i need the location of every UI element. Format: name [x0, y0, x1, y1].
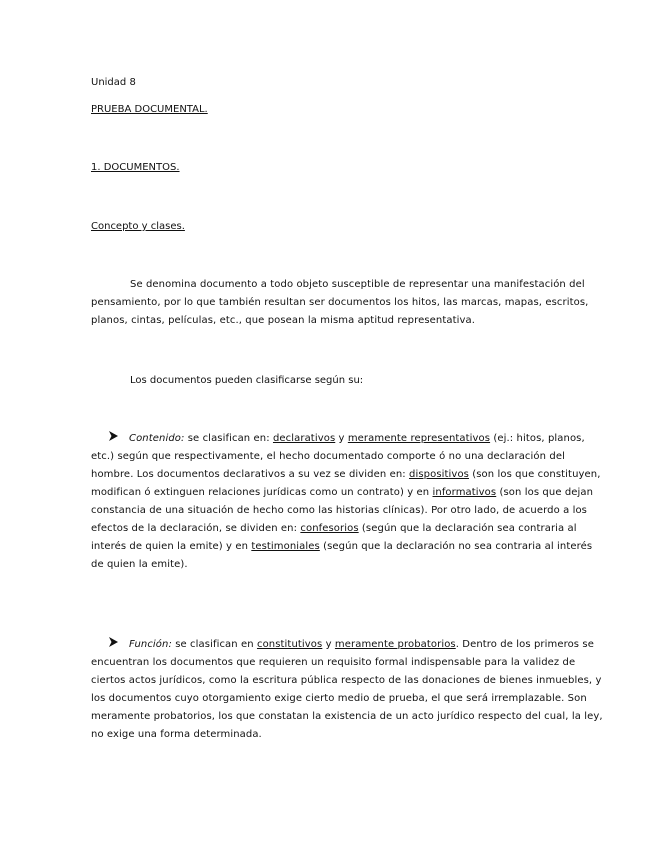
term-declarativos: declarativos	[272, 433, 336, 444]
contenido-line: efectos de la declaración, se dividen en: confesorios (según que la declaración sea contraria al	[91, 523, 577, 534]
funcion-line: ciertos actos jurídicos, como la escritura pública respecto de las donaciones de bienes inmuebles, y	[91, 675, 602, 686]
intro-line: Se denomina documento a todo objeto susceptible de representar una manifestación del	[130, 279, 585, 290]
section-heading: 1. DOCUMENTOS.	[91, 162, 180, 173]
term-constitutivos: constitutivos	[256, 639, 323, 650]
contenido-line: constancia de una situación de hecho como las historias clínicas). Por otro lado, de acuerdo a los	[91, 505, 587, 516]
term-testimoniales: testimoniales	[251, 541, 320, 552]
term-probatorios: meramente probatorios	[334, 639, 456, 650]
funcion-line: meramente probatorios, los que constatan la existencia de un acto jurídico respecto del cual, la ley,	[91, 711, 603, 722]
term-informativos: informativos	[432, 487, 497, 498]
contenido-line: interés de quien la emite) y en testimoniales (según que la declaración no sea contraria al interés	[91, 541, 593, 552]
funcion-line: los documentos cuyo otorgamiento exige cierto medio de prueba, el que será irremplazable. Son	[91, 693, 587, 704]
contenido-term: Contenido:	[129, 433, 185, 444]
term-confesorios: confesorios	[300, 523, 359, 534]
contenido-line: hombre. Los documentos declarativos a su vez se dividen en: dispositivos (son los que constituyen,	[91, 469, 601, 480]
funcion-line: no exige una forma determinada.	[91, 729, 262, 740]
subsection-heading: Concepto y clases.	[91, 221, 185, 232]
funcion-line: Función: se clasifican en constitutivos y meramente probatorios. Dentro de los primeros se	[129, 639, 594, 650]
classify-sentence: Los documentos pueden clasificarse según su:	[130, 375, 364, 386]
document-title: PRUEBA DOCUMENTAL.	[91, 104, 208, 115]
contenido-line: etc.) según que respectivamente, el hecho documentado comporte ó no una declaración del	[91, 451, 565, 462]
contenido-paragraph	[91, 430, 601, 574]
term-representativos: meramente representativos	[347, 433, 491, 444]
funcion-line: encuentran los documentos que requieren un requisito formal indispensable para la validez de	[91, 657, 576, 668]
funcion-term: Función:	[129, 639, 172, 650]
contenido-line: Contenido: se clasifican en: declarativos y meramente representativos (ej.: hitos, planos,	[129, 433, 585, 444]
intro-paragraph	[91, 276, 589, 330]
contenido-line: modifican ó extinguen relaciones jurídicas como un contrato) y en informativos (son los que dejan	[91, 487, 594, 498]
funcion-paragraph	[91, 636, 603, 744]
intro-line: planos, cintas, películas, etc., que posean la misma aptitud representativa.	[91, 315, 476, 326]
unit-label: Unidad 8	[91, 77, 136, 88]
term-dispositivos: dispositivos	[409, 469, 469, 480]
intro-line: pensamiento, por lo que también resultan ser documentos los hitos, las marcas, mapas, escritos,	[91, 297, 589, 308]
contenido-line: de quien la emite).	[91, 559, 188, 570]
